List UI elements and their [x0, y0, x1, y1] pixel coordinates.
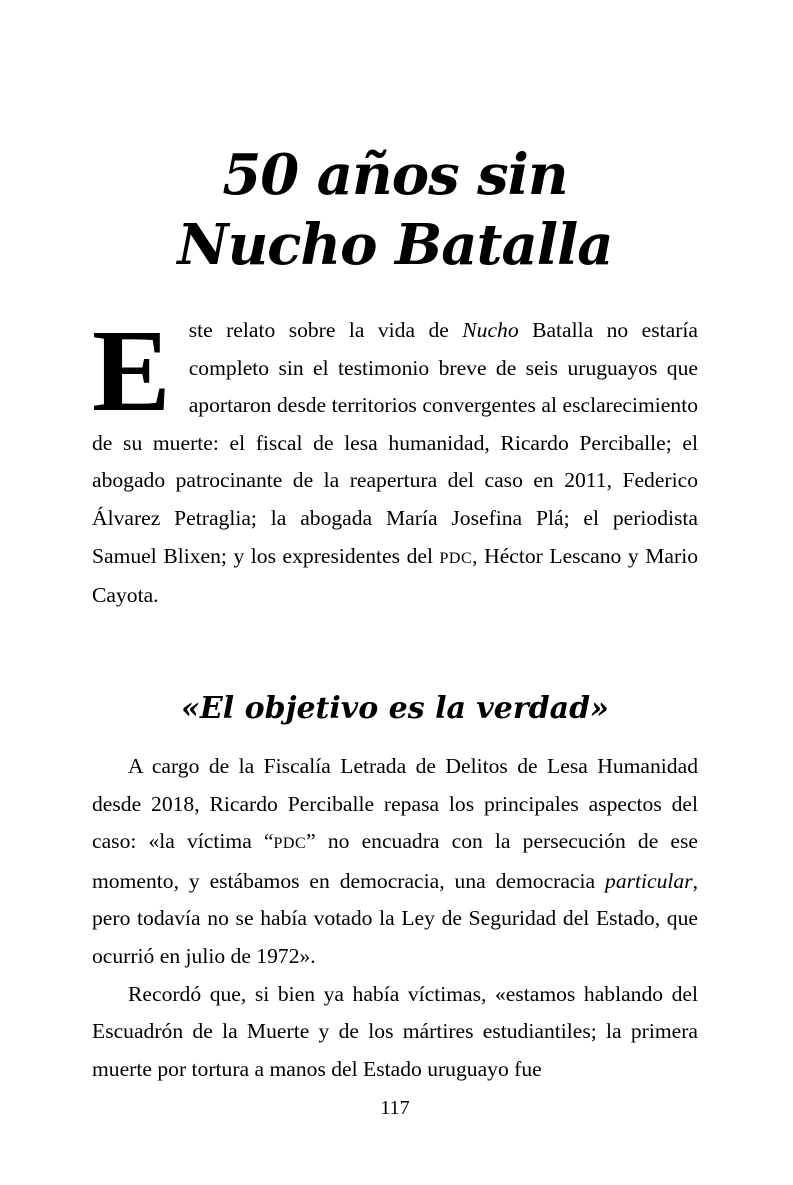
section-p1-acronym: PDC [273, 835, 307, 853]
intro-acronym: PDC [439, 549, 473, 567]
chapter-title [92, 140, 698, 280]
section-p1-text-2: ” no encuadra con la persecución de ese momento, y estábamos en democracia, una democracia [92, 829, 698, 893]
chapter-title-line-1: 50 años sin [222, 141, 568, 208]
section-title: «El objetivo es la verdad» [181, 690, 609, 726]
chapter-title-line-2: Nucho Batalla [177, 211, 613, 278]
section-p1-emphasis: particular [605, 868, 693, 893]
intro-paragraph [92, 305, 698, 615]
section-paragraph-1 [92, 748, 698, 976]
intro-emphasis: Nucho [462, 318, 519, 342]
page-number: 117 [380, 1097, 410, 1119]
intro-text-3: , Héctor Lescano y Mario Cayota. [92, 543, 698, 608]
intro-paragraph-block [92, 305, 698, 615]
intro-text-2: Batalla no estaría completo sin el testimonio breve de seis uruguayos que aportaron desde territorios convergentes al esclarecimiento de su muerte: el fiscal de lesa humanidad, Ricardo Perciballe; el abogado patrocinante de la reapertura del caso en 2011, Federico Álvarez Petraglia; la abogada María Josefina Plá; el periodista Samuel Blixen; y los expresidentes del [92, 318, 698, 568]
intro-text-1: ste relato sobre la vida de [188, 318, 463, 342]
book-page [92, 0, 698, 1185]
section-body [92, 748, 698, 1088]
drop-cap: E [92, 305, 171, 436]
section-p1-text-1: A cargo de la Fiscalía Letrada de Delitos de Lesa Humanidad desde 2018, Ricardo Perciballe repasa los principales aspectos del caso: «la víctima “ [92, 754, 698, 854]
section-paragraph-2: Recordó que, si bien ya había víctimas, «estamos hablando del Escuadrón de la Muerte y de los mártires estudiantiles; la primera muerte por tortura a manos del Estado uruguayo fue [92, 981, 698, 1081]
section-p1-text-3: , pero todavía no se había votado la Ley de Seguridad del Estado, que ocurrió en julio de 1972». [92, 868, 698, 968]
